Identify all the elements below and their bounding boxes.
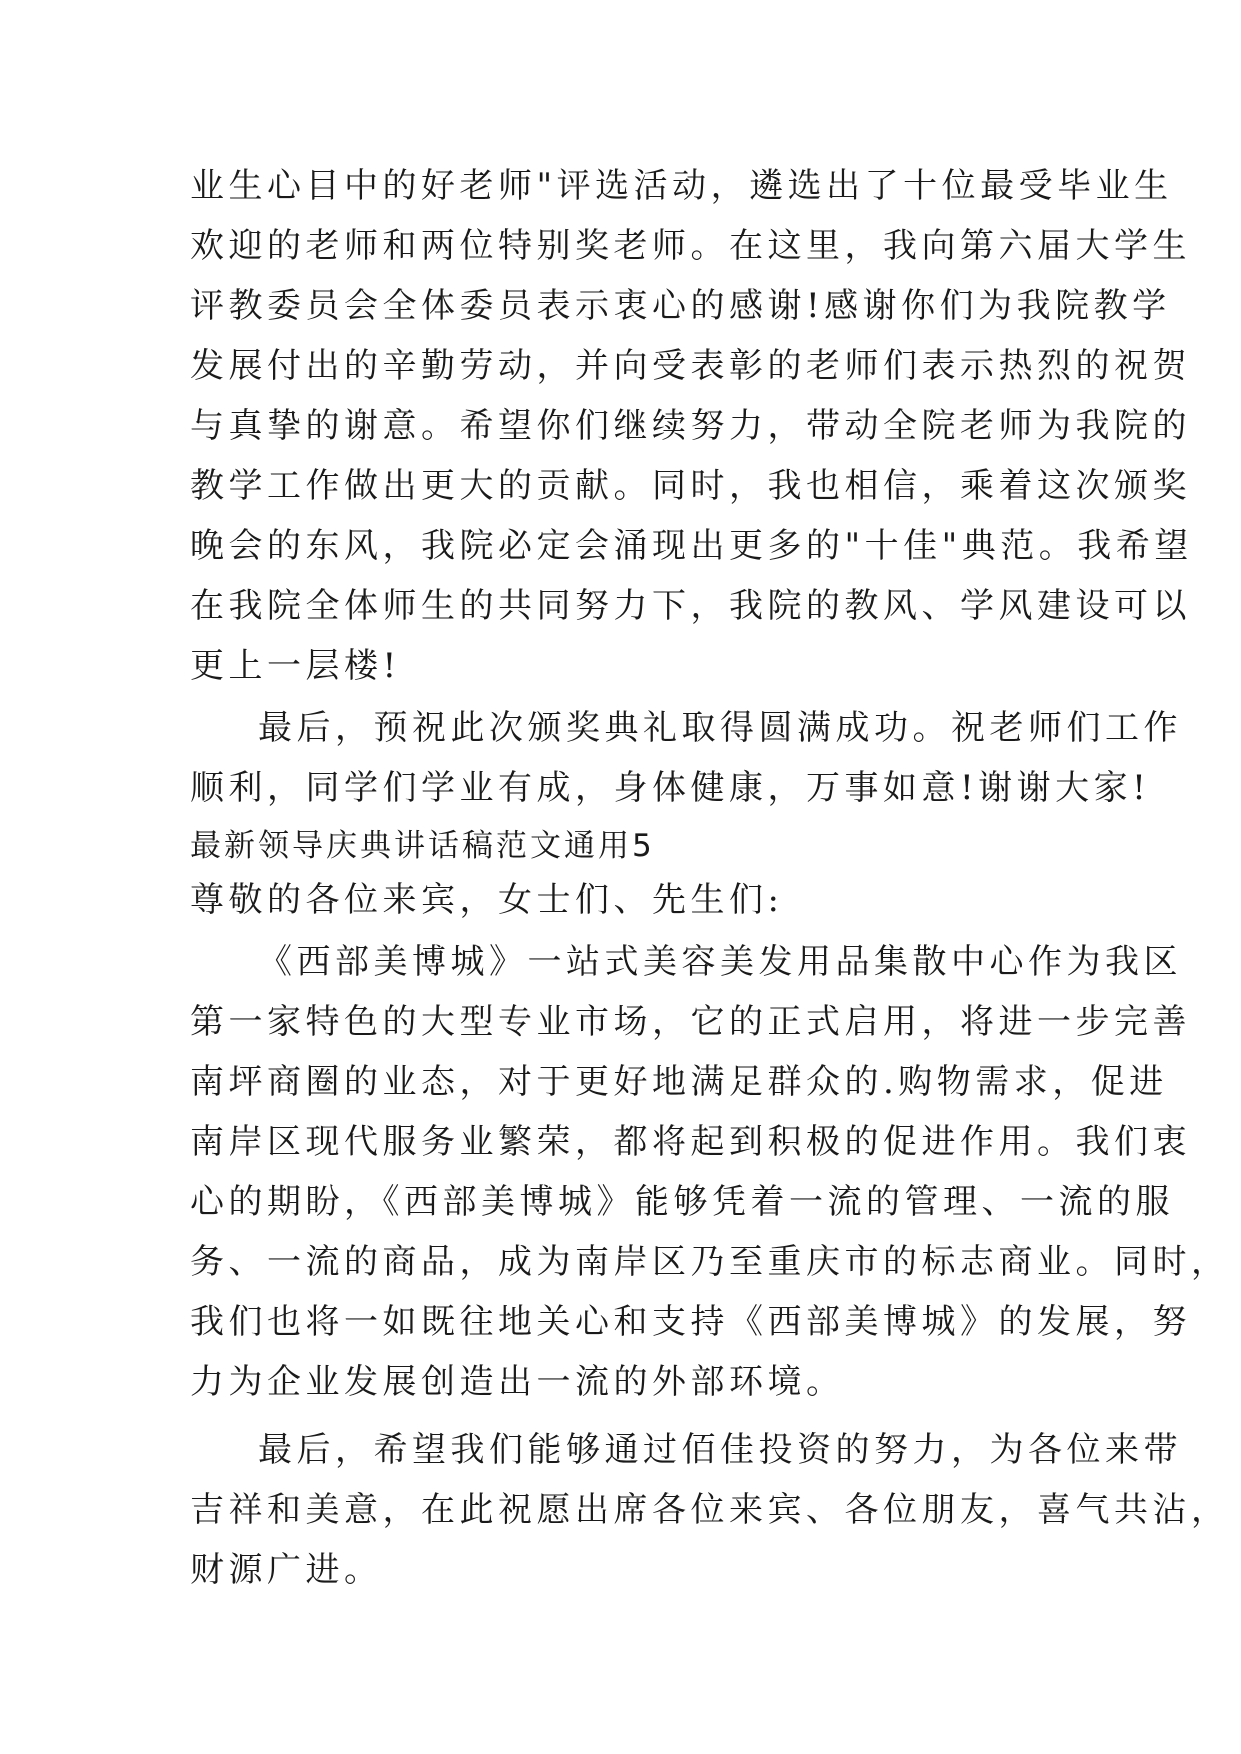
section-title: 最新领导庆典讲话稿范文通用5	[190, 828, 655, 864]
text-line: 心的期盼，《西部美博城》能够凭着一流的管理、一流的服	[190, 1182, 1174, 1222]
text-line: 欢迎的老师和两位特别奖老师。在这里，我向第六届大学生	[190, 226, 1191, 266]
text-line: 顺利，同学们学业有成，身体健康，万事如意!谢谢大家!	[190, 768, 1151, 808]
text-line: 第一家特色的大型专业市场，它的正式启用，将进一步完善	[190, 1002, 1191, 1042]
text-line: 业生心目中的好老师"评选活动，遴选出了十位最受毕业生	[190, 166, 1173, 206]
text-line: 更上一层楼!	[190, 646, 401, 686]
greeting-line: 尊敬的各位来宾，女士们、先生们:	[190, 880, 784, 920]
text-line: 财源广进。	[190, 1550, 383, 1590]
text-line: 发展付出的辛勤劳动，并向受表彰的老师们表示热烈的祝贺	[190, 346, 1191, 386]
text-line: 务、一流的商品，成为南岸区乃至重庆市的标志商业。同时，	[190, 1242, 1230, 1282]
text-line: 吉祥和美意，在此祝愿出席各位来宾、各位朋友，喜气共沾，	[190, 1490, 1230, 1530]
text-line: 力为企业发展创造出一流的外部环境。	[190, 1362, 845, 1402]
text-line: 在我院全体师生的共同努力下，我院的教风、学风建设可以	[190, 586, 1191, 626]
text-line: 我们也将一如既往地关心和支持《西部美博城》的发展，努	[190, 1302, 1191, 1342]
text-line: 与真挚的谢意。希望你们继续努力，带动全院老师为我院的	[190, 406, 1191, 446]
text-line: 晚会的东风，我院必定会涌现出更多的"十佳"典范。我希望	[190, 526, 1193, 566]
text-line: 《西部美博城》一站式美容美发用品集散中心作为我区	[258, 942, 1182, 982]
text-line: 南坪商圈的业态，对于更好地满足群众的.购物需求，促进	[190, 1062, 1168, 1102]
text-line: 评教委员会全体委员表示衷心的感谢!感谢你们为我院教学	[190, 286, 1171, 326]
text-line: 最后，预祝此次颁奖典礼取得圆满成功。祝老师们工作	[258, 708, 1182, 748]
text-line: 南岸区现代服务业繁荣，都将起到积极的促进作用。我们衷	[190, 1122, 1191, 1162]
text-line: 最后，希望我们能够通过佰佳投资的努力，为各位来带	[258, 1430, 1182, 1470]
text-line: 教学工作做出更大的贡献。同时，我也相信，乘着这次颁奖	[190, 466, 1191, 506]
